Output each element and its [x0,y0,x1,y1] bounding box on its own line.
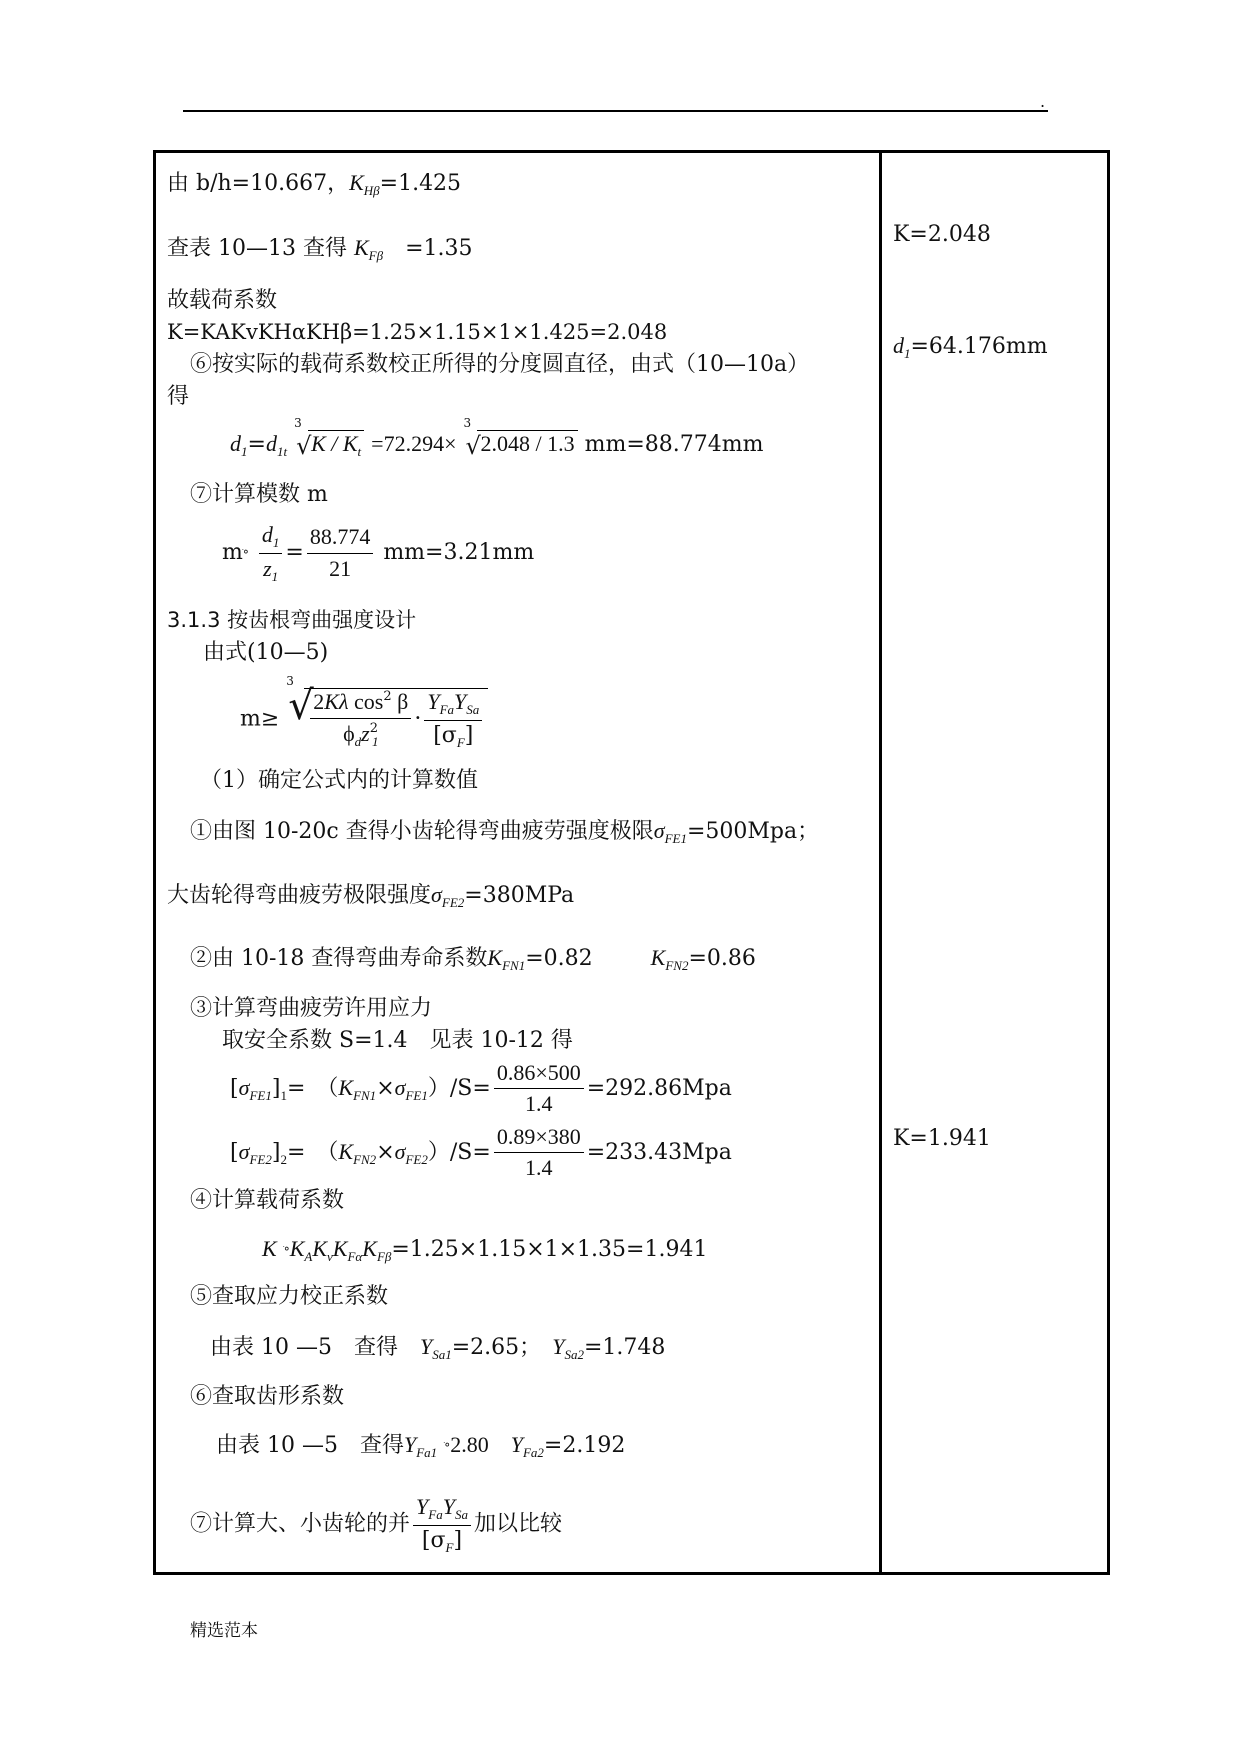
result-k1: K=2.048 [893,222,991,247]
line-step3: ③计算弯曲疲劳许用应力 [190,996,433,1021]
line-fatigue-small: ①由图 10-20c 查得小齿轮得弯曲疲劳强度极限$\sigma_{FE1}=500Mpa$； [190,818,820,846]
formula-allowable-2: $[\sigma_{FE2}]_2=$ $(K_{FN2}\times\sigma_{FE2})/S=$ $\frac{0.89\times 380}{1.4}$ =233.43Mpa [230,1124,732,1181]
formula-load-coefficient: K $ׄ^\circ K_AK_vK_{F\alpha}K_{F\beta}=1.25\times 1.15\times 1\times 1.35=1.941$ [262,1236,708,1264]
line-step6b: ⑥查取齿形系数 [190,1384,345,1409]
line-table-10-13: 查表 10—13 查得 $K_{F\beta}$ =1.35 [167,235,473,263]
result-d1: $d_1=64.176mm$ [893,333,1048,361]
footer-text: 精选范本 [190,1621,258,1641]
formula-bending: m≥ 3 √ $\frac{2K\lambda \cos^2 \beta}{\phi_dz^2_1}$ · $\frac{Y_{Fa}Y_{Sa}}{[\sigma_F]}$ [240,688,488,750]
formula-module: mׄ° $\frac{d_1}{z_1}$ = $\frac{88.774}{21}$ mm=3.21mm [222,522,535,584]
line-load-coefficient-label: 故载荷系数 [167,288,278,313]
result-k2: K=1.941 [893,1126,991,1151]
line-step6-cont: 得 [167,384,190,409]
line-step7: ⑦计算模数 m [190,482,328,507]
line-step1-heading: （1）确定公式内的计算数值 [200,768,478,793]
line-bh-ratio: 由 b/h=10.667，$K_{H\beta}=1.425$ [167,170,462,198]
line-fatigue-large: 大齿轮得弯曲疲劳极限强度$\sigma_{FE2}=380MPa$ [167,882,575,910]
line-step6: ⑥按实际的载荷系数校正所得的分度圆直径，由式（10—10a） [190,352,810,377]
section-heading: 3.1.3 按齿根弯曲强度设计 [167,608,417,632]
line-life-coefficient: ②由 10-18 查得弯曲寿命系数$K_{FN1}=0.82$ $K_{FN2}=0.86$ [190,945,756,973]
line-step5: ⑤查取应力校正系数 [190,1284,389,1309]
line-load-coefficient-formula: K=KAKvKHαKHβ=1.25×1.15×1×1.425=2.048 [167,320,668,344]
line-stress-correction: 由表 10 —5 查得 $Y_{Sa1}=2.65$； $Y_{Sa2}=1.748$ [210,1334,666,1362]
line-formula-ref: 由式(10—5) [203,640,329,665]
line-step7b: ⑦计算大、小齿轮的并 $\frac{Y_{Fa}Y_{Sa}}{[\sigma_F]}$ 加以比较 [190,1494,562,1555]
header-rule [183,110,1048,112]
header-dot: . [1040,92,1046,111]
formula-allowable-1: $[\sigma_{FE1}]_1=$ $(K_{FN1}\times\sigma_{FE1})/S=$ $\frac{0.86\times 500}{1.4}$ =292.86Mpa [230,1060,732,1117]
line-tooth-form: 由表 10 —5 查得$Y_{Fa1}$ ׄ°2.80 $Y_{Fa2}=2.192$ [216,1432,626,1460]
line-safety-factor: 取安全系数 S=1.4 见表 10-12 得 [222,1028,573,1053]
formula-d1: $d_1=d_{1t}$ 3 √ $K / K_t =72.294\times$ 3 √ 2.048 / 1.3 mm=88.774mm [230,416,764,460]
column-divider [879,150,882,1575]
line-step4: ④计算载荷系数 [190,1188,345,1213]
